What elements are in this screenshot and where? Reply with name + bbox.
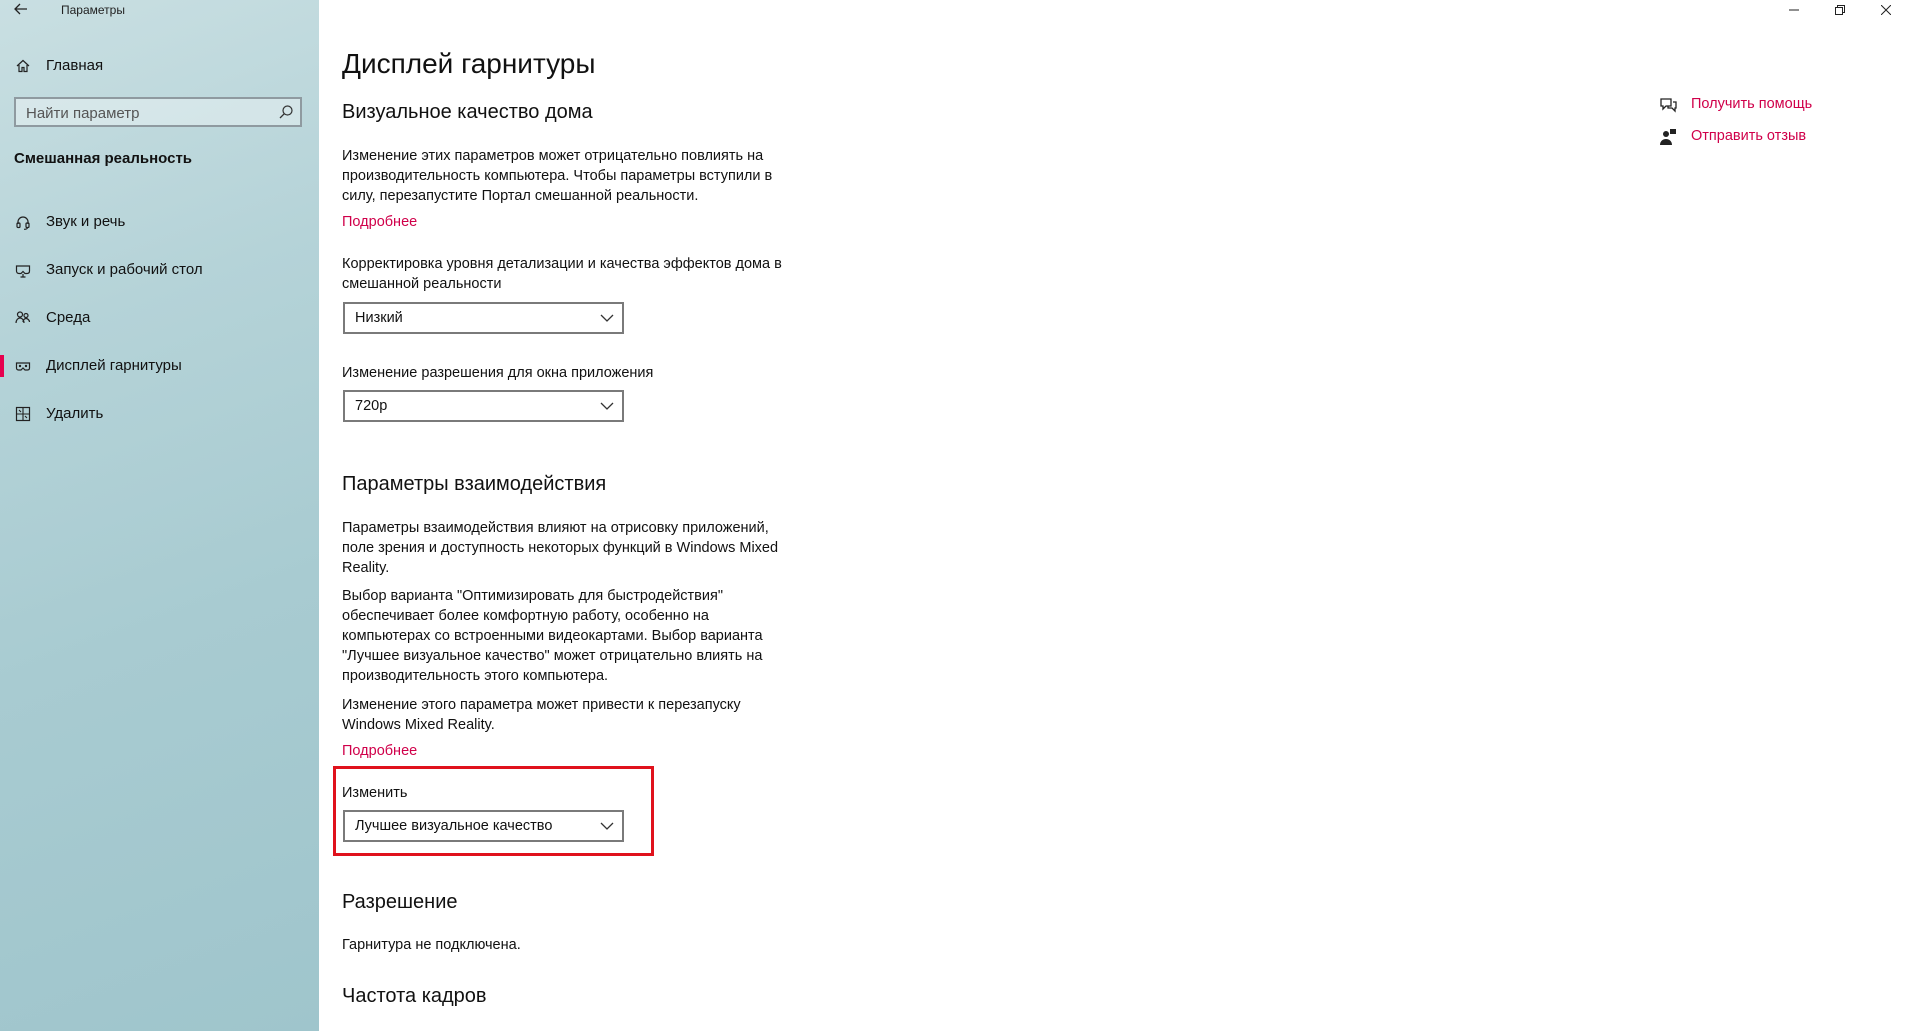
nav-home[interactable] xyxy=(0,52,319,80)
sidebar-item-label: Дисплей гарнитуры xyxy=(46,357,182,374)
app-resolution-dropdown[interactable] xyxy=(343,390,624,422)
back-arrow-icon xyxy=(14,2,28,16)
sidebar-item-uninstall[interactable] xyxy=(0,399,319,429)
startup-icon xyxy=(14,261,32,279)
window-controls xyxy=(1771,0,1909,20)
chat-help-icon xyxy=(1659,96,1677,114)
headset-status-text: Гарнитура не подключена. xyxy=(342,937,521,953)
visual-quality-description: Изменение этих параметров может отрицательно повлиять на производительность компьютера. Чтобы параметры вступили в силу, перезапустите Портал смешанной реальности. xyxy=(342,148,773,204)
sidebar-item-environment[interactable] xyxy=(0,303,319,333)
interaction-paragraph-1: Параметры взаимодействия влияют на отрисовку приложений, поле зрения и доступность некоторых функций в Windows Mixed Reality. xyxy=(342,520,779,576)
chevron-down-icon xyxy=(600,312,614,324)
learn-more-link[interactable]: Подробнее xyxy=(342,214,418,230)
section-title: Смешанная реальность xyxy=(14,150,193,167)
change-mode-value: Лучшее визуальное качество xyxy=(355,818,553,834)
sidebar-item-startup[interactable] xyxy=(0,255,319,285)
resolution-heading: Разрешение xyxy=(342,891,458,913)
chevron-down-icon xyxy=(600,400,614,412)
restore-icon xyxy=(1835,5,1845,15)
search-input[interactable] xyxy=(26,103,266,123)
search-icon[interactable] xyxy=(278,104,294,120)
nav-home-label: Главная xyxy=(46,57,104,74)
change-mode-dropdown[interactable] xyxy=(343,810,624,842)
close-button[interactable] xyxy=(1863,0,1909,20)
sidebar-item-label: Среда xyxy=(46,309,91,326)
interaction-heading: Параметры взаимодействия xyxy=(342,473,607,495)
close-icon xyxy=(1881,5,1891,15)
interaction-paragraph-2: Выбор варианта "Оптимизировать для быстродействия" обеспечивает более комфортную работу, особенно на компьютерах со встроенными видеокартами. Выбор варианта "Лучшее визуальное качество" может отрицательно влиять на производительность этого компьютера. xyxy=(342,588,763,684)
environment-icon xyxy=(14,309,32,327)
get-help-label: Получить помощь xyxy=(1691,96,1813,112)
sidebar xyxy=(0,0,319,1031)
feedback-person-icon xyxy=(1659,128,1677,146)
main-content xyxy=(319,0,1909,1031)
page-title: Дисплей гарнитуры xyxy=(342,48,596,79)
headset-display-icon xyxy=(14,357,32,375)
get-help-link[interactable] xyxy=(1659,94,1859,116)
restore-button[interactable] xyxy=(1817,0,1863,20)
uninstall-icon xyxy=(14,405,32,423)
change-mode-label: Изменить xyxy=(342,785,408,801)
sidebar-item-headset-display[interactable] xyxy=(0,351,319,381)
sidebar-item-label: Запуск и рабочий стол xyxy=(46,261,203,278)
minimize-icon xyxy=(1789,5,1799,15)
framerate-heading: Частота кадров xyxy=(342,985,487,1007)
detail-level-dropdown[interactable] xyxy=(343,302,624,334)
detail-level-label: Корректировка уровня детализации и качества эффектов дома в смешанной реальности xyxy=(342,256,782,292)
sidebar-item-sound[interactable] xyxy=(0,207,319,237)
app-resolution-label: Изменение разрешения для окна приложения xyxy=(342,365,654,381)
sidebar-item-label: Звук и речь xyxy=(46,213,126,230)
back-button[interactable] xyxy=(14,0,32,18)
send-feedback-link[interactable] xyxy=(1659,126,1859,148)
detail-level-value: Низкий xyxy=(355,310,403,326)
home-icon xyxy=(14,57,32,75)
learn-more-link[interactable]: Подробнее xyxy=(342,743,418,759)
headset-icon xyxy=(14,213,32,231)
app-resolution-value: 720p xyxy=(355,398,388,414)
search-box[interactable] xyxy=(14,97,302,127)
sidebar-item-label: Удалить xyxy=(46,405,104,422)
minimize-button[interactable] xyxy=(1771,0,1817,20)
interaction-paragraph-3: Изменение этого параметра может привести к перезапуску Windows Mixed Reality. xyxy=(342,697,741,733)
visual-quality-heading: Визуальное качество дома xyxy=(342,101,593,123)
app-title: Параметры xyxy=(61,3,125,17)
chevron-down-icon xyxy=(600,820,614,832)
send-feedback-label: Отправить отзыв xyxy=(1691,128,1807,144)
title-bar xyxy=(0,0,319,20)
